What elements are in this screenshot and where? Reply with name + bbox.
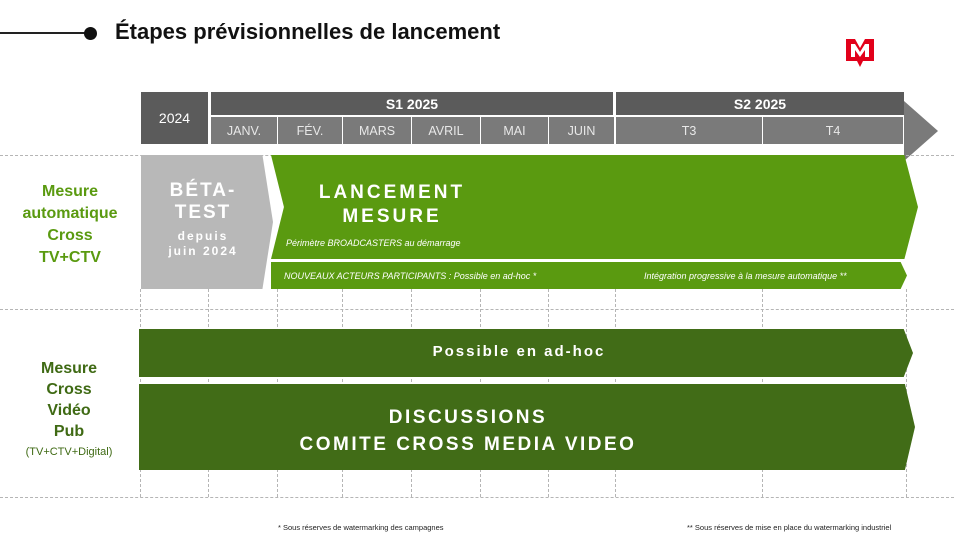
integration-text: Intégration progressive à la mesure automatique **	[644, 271, 847, 281]
footnote-left: * Sous réserves de watermarking des campagnes	[278, 523, 444, 532]
row-label-subtitle: (TV+CTV+Digital)	[25, 446, 113, 458]
footnote-right: ** Sous réserves de mise en place du watermarking industriel	[687, 523, 892, 532]
row-label-line: Mesure	[40, 360, 98, 377]
row-label-line: Mesure	[41, 183, 99, 200]
discussions-line: DISCUSSIONS	[388, 407, 548, 428]
beta-title-line: BÉTA-	[169, 180, 237, 201]
discussions-line: COMITE CROSS MEDIA VIDEO	[299, 434, 637, 455]
brand-logo-icon	[843, 35, 877, 69]
quarter-t3: T3	[616, 117, 763, 144]
row-label-line: Cross	[47, 227, 93, 244]
month-avril: AVRIL	[412, 117, 481, 144]
beta-sub-line: depuis	[177, 229, 229, 243]
row-label-line: Pub	[53, 423, 85, 440]
quarter-t4: T4	[763, 117, 904, 144]
launch-title-line: LANCEMENT	[318, 182, 466, 203]
month-janv: JANV.	[211, 117, 278, 144]
semester-s2-header: S2 2025	[616, 92, 904, 115]
timeline-arrow-icon	[904, 101, 938, 161]
adhoc-text: Possible en ad-hoc	[432, 343, 606, 360]
row-label-line: automatique	[22, 205, 118, 222]
grid-line	[0, 497, 954, 498]
grid-line	[0, 309, 954, 310]
row-label-auto-cross	[20, 181, 120, 269]
month-mai: MAI	[481, 117, 549, 144]
beta-test-title	[141, 180, 265, 224]
beta-title-line: TEST	[174, 202, 232, 223]
launch-title	[299, 181, 485, 229]
title-rule	[0, 32, 86, 34]
title-bullet	[84, 27, 97, 40]
year-2024-cell: 2024	[141, 92, 208, 144]
row-label-cross-video	[19, 358, 119, 463]
month-fev: FÉV.	[278, 117, 343, 144]
beta-sub-line: juin 2024	[168, 244, 238, 258]
semester-s1-header: S1 2025	[211, 92, 613, 115]
row-label-line: TV+CTV	[39, 249, 101, 266]
page-title: Étapes prévisionnelles de lancement	[115, 19, 501, 44]
row-label-line: Cross	[46, 381, 92, 398]
launch-subtitle: Périmètre BROADCASTERS au démarrage	[286, 238, 461, 248]
month-juin: JUIN	[549, 117, 615, 144]
month-mars: MARS	[343, 117, 412, 144]
launch-title-line: MESURE	[342, 206, 442, 227]
row-label-line: Vidéo	[47, 402, 91, 419]
beta-test-since	[141, 229, 265, 259]
discussions-text	[238, 404, 698, 458]
new-actors-text: NOUVEAUX ACTEURS PARTICIPANTS : Possible en ad-hoc *	[284, 271, 537, 281]
